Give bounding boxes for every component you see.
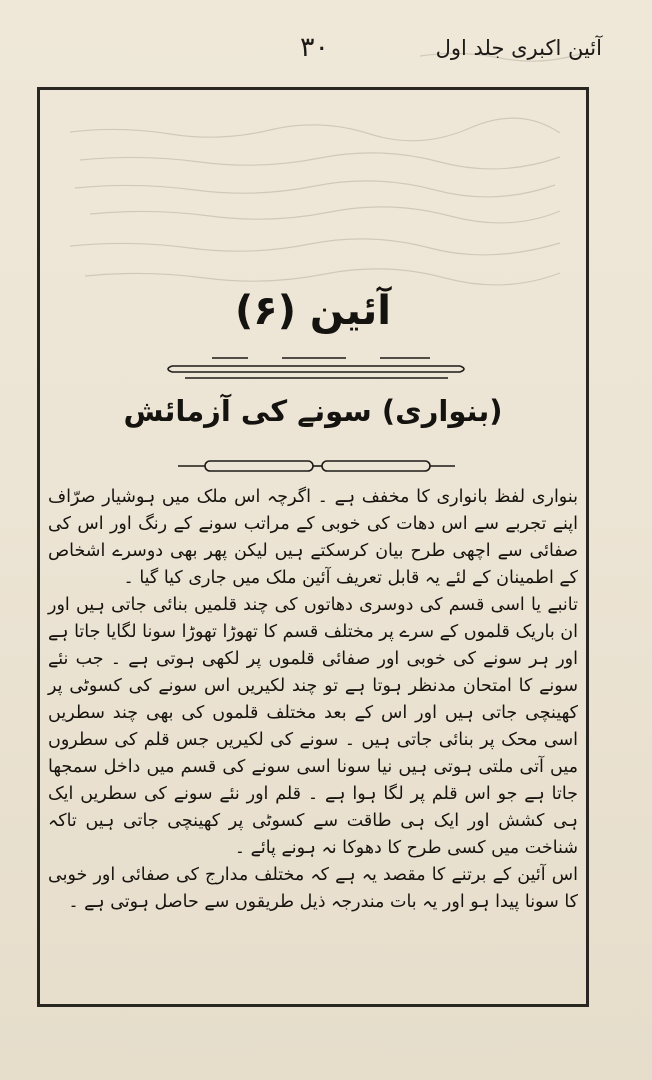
paragraph-1: بنواری لفظ بانواری کا مخفف ہے ۔ اگرچہ اس ملک میں ہوشیار صرّاف اپنے تجربے سے اس دھات کی خوبی کے مراتب سونے کے رنگ اور اس کی صفائی سے اچھی طرح بیان کرسکتے ہیں لیکن پھر بھی دوسرے اشخاص کے اطمینان کے لئے یہ قابل تعریف آئین ملک میں جاری کیا گیا ۔ (48, 487, 578, 588)
page-number: ۳۰ (300, 32, 330, 63)
section-heading: (بنواری) سونے کی آزمائش (123, 394, 503, 428)
body-text (48, 484, 578, 916)
paragraph-2: تانبے یا اسی قسم کی دوسری دھاتوں کی چند قلمیں بنائی جاتی ہیں اور ان باریک قلموں کے سرے پر مختلف قسم کا تھوڑا تھوڑا سونا لگایا جاتا ہے اور ہر سونے کی خوبی اور صفائی قلموں پر لکھی ہوتی ہے ۔ جب نئے سونے کا امتحان مدنظر ہوتا ہے تو چند لکیریں اس سونے کی کسوٹی پر کھینچی جاتی ہیں اور اس کے بعد مختلف قلموں کی بھی چند سطریں اسی محک پر بنائی جاتی ہیں ۔ سونے کی لکیریں جس قلم کی سطروں میں آتی ملتی ہوتی ہیں نیا سونا اسی سونے کی قسم میں داخل سمجھا جاتا ہے جو اس قلم پر لگا ہوا ہے ۔ قلم اور نئے سونے کی سطریں ایک ہی کشش اور ایک ہی طاقت سے کسوٹی پر کھینچی جاتی ہیں تاکہ شناخت میں کسی طرح کا دھوکا نہ ہونے پائے ۔ (48, 595, 578, 858)
paragraph-3: اس آئین کے برتنے کا مقصد یہ ہے کہ مختلف مدارج کی صفائی اور خوبی کا سونا پیدا ہو اور یہ بات مندرجہ ذیل طریقوں سے حاصل ہوتی ہے ۔ (48, 865, 578, 912)
chapter-heading: آئین (۶) (235, 288, 391, 334)
running-title: آئین اکبری جلد اول (435, 36, 602, 60)
